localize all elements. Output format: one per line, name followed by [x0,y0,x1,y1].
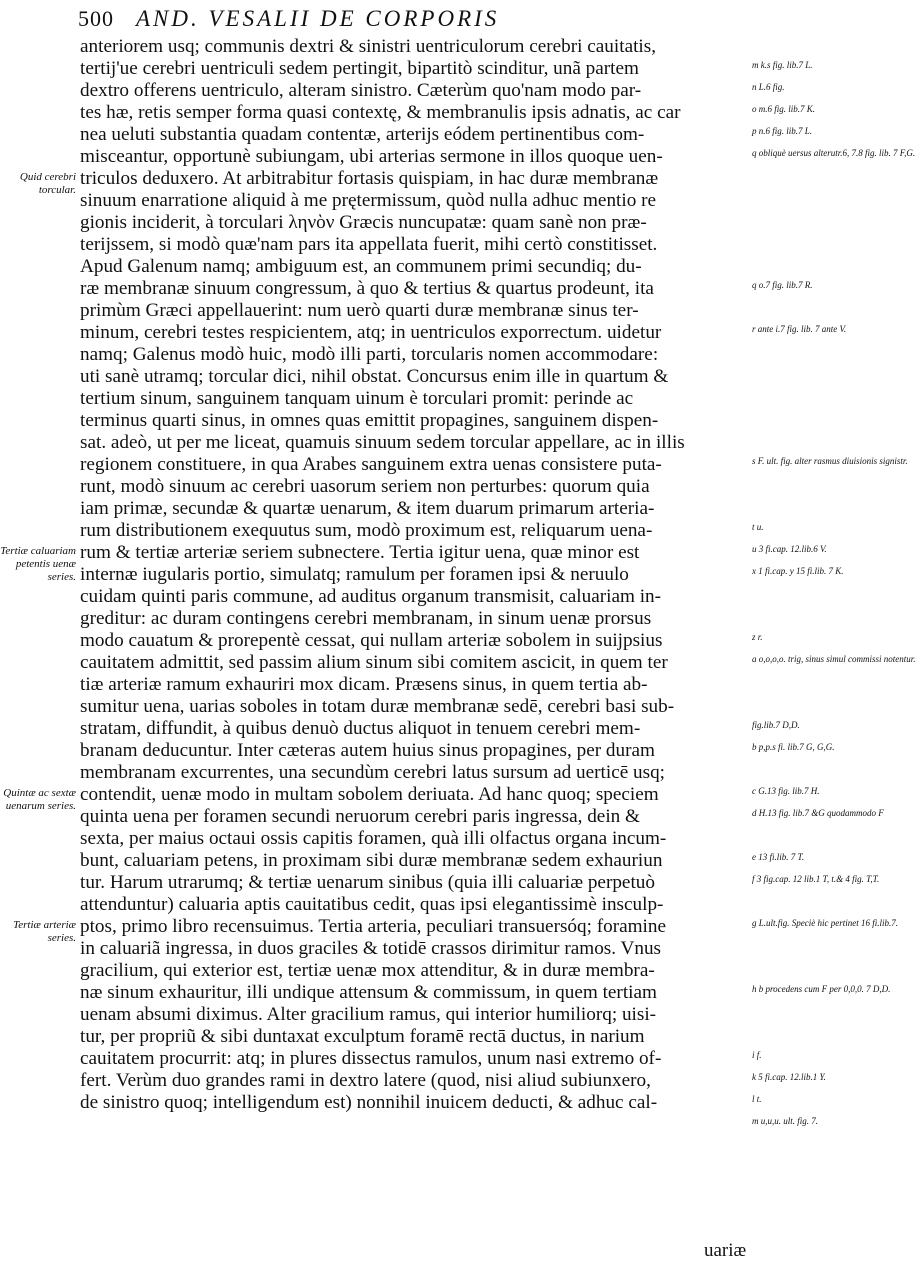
right-margin-note: fig.lib.7 D,D. [752,720,800,730]
body-text [80,36,742,1114]
text-line: cuidam quinti paris commune, ad auditus organum transmisit, caluariam in- [80,586,662,607]
text-line: uti sanè utramq; torcular dici, nihil obstat. Concursus enim ille in quartum & [80,366,669,387]
text-line: gionis inciderit, à torculari ληνὸν Græcis nuncupatæ: quam sanè non præ- [80,212,647,233]
text-line: sat. adeò, ut per me liceat, quamuis sinuum sedem torcular appellare, ac in illis [80,432,685,453]
text-line: stratam, diffundit, à quibus denuò ductus aliquot in tenuem cerebri mem- [80,718,641,739]
right-margin-note: c G.13 fig. lib.7 H. [752,786,820,796]
right-margin-note: b p,p.s fi. lib.7 G, G,G. [752,742,835,752]
text-line: cauitatem procurrit: atq; in plures dissectus ramulos, unum nasi extremo of- [80,1048,662,1069]
page-number: 500 [78,6,114,31]
right-margin-note: e 13 fi.lib. 7 T. [752,852,805,862]
right-margin-notes [752,0,916,1271]
text-line: tur. Harum utrarumq; & tertiæ uenarum sinibus (quia illi caluariæ perpetuò [80,872,655,893]
text-line: in caluariã ingressa, in duos graciles & totidē crassos dirimitur ramos. Vnus [80,938,662,959]
right-margin-note: r ante i.7 fig. lib. 7 ante V. [752,324,847,334]
right-margin-note: m u,u,u. ult. fig. 7. [752,1116,819,1126]
left-margin-notes [0,0,76,1271]
left-margin-note: Tertiæ arteriæ series. [13,919,76,944]
right-margin-note: t u. [752,522,764,532]
running-title: AND. VESALII DE CORPORIS [136,6,500,31]
text-line: membranam excurrentes, una secundùm cerebri latus sursum ad uerticē usq; [80,762,666,783]
right-margin-note: x 1 fi.cap. y 15 fi.lib. 7 K. [752,566,844,576]
right-margin-note: n L.6 fig. [752,82,785,92]
text-line: iam primæ, secundæ & quartæ uenarum, & item duarum primarum arteria- [80,498,655,519]
text-line: modo cauatum & prorepentè cessat, qui nullam arteriæ sobolem in suijpsius [80,630,663,651]
right-margin-note: p n.6 fig. lib.7 L. [752,126,813,136]
text-line: tur, per propriũ & sibi duntaxat exculptum foramē rectā ductus, in narium [80,1026,645,1047]
right-margin-note: o m.6 fig. lib.7 K. [752,104,816,114]
text-line: rum & tertiæ arteriæ seriem subnectere. Tertia igitur uena, quæ minor est [80,542,640,563]
text-line: sexta, per maius octaui ossis capitis foramen, quà illi olfactus organa incum- [80,828,667,849]
text-line: de sinistro quoq; intelligendum est) nonnihil inuicem deducti, & adhuc cal- [80,1092,658,1113]
text-line: terminus quarti sinus, in omnes quas emittit propagines, sanguinem dispen- [80,410,659,431]
text-line: tiæ arteriæ ramum exhauriri mox dicam. Præsens sinus, in quem tertia ab- [80,674,648,695]
text-line: tertium sinum, sanguinem tanquam uinum è torculari promit: perinde ac [80,388,634,409]
right-margin-note: u 3 fi.cap. 12.lib.6 V. [752,544,827,554]
right-margin-note: h b procedens cum F per 0,0,0. 7 D,D. [752,984,891,994]
right-margin-note: g L.ult.fig. Speciè hic pertinet 16 fi.lib.7. [752,918,898,928]
text-line: anteriorem usq; communis dextri & sinistri uentriculorum cerebri cauitatis, [80,36,657,57]
text-line: næ sinum exhauritur, illi undique attensum & commissum, in quem tertiam [80,982,657,1003]
text-line: runt, modò sinuum ac cerebri uasorum seriem non perturbes: quorum quia [80,476,650,497]
right-margin-note: a o,o,o,o. trig, sinus simul commissi notentur. [752,654,916,664]
text-line: tes hæ, retis semper forma quasi contextę, & membranulis ipsis adnatis, ac car [80,102,681,123]
right-margin-note: q obliquè uersus alterutr.6, 7.8 fig. lib. 7 F,G. [752,148,916,158]
text-line: triculos deduxero. At arbitrabitur fortasis quispiam, in hac duræ membranæ [80,168,659,189]
right-margin-note: f 3 fig.cap. 12 lib.1 T, t.& 4 fig. T,T. [752,874,880,884]
text-line: namq; Galenus modò huic, modò illi parti, torcularis nomen accommodare: [80,344,659,365]
text-line: contendit, uenæ modo in multam sobolem deriuata. Ad hanc quoq; speciem [80,784,659,805]
left-margin-note: Quid cerebri torcular. [19,171,76,196]
text-line: misceantur, opportunè subiungam, ubi arterias sermone in illos quoque uen- [80,146,663,167]
text-line: sumitur uena, uarias soboles in totam duræ membranæ sedē, cerebri basi sub- [80,696,675,717]
text-line: gracilium, qui exterior est, tertiæ uenæ mox attenditur, & in duræ membra- [80,960,655,981]
text-line: primùm Græci appellauerint: num uerò quarti duræ membranæ sinus ter- [80,300,639,321]
text-line: tertij'ue cerebri uentriculi sedem pertingit, bipartitò scinditur, unã partem [80,58,639,79]
text-line: fert. Verùm duo grandes rami in dextro latere (quod, nisi aliud subiunxero, [80,1070,651,1091]
text-line: sinuum enarratione aliquid à me prętermissum, quòd nulla adhuc mentio re [80,190,656,211]
text-line: ptos, primo libro recensuimus. Tertia arteria, peculiari transuersóq; foramine [80,916,666,937]
right-margin-note: s F. ult. fig. alter rasmus diuisionis signistr. [752,456,908,466]
text-line: ræ membranæ sinuum congressum, à quo & tertius & quartus prodeunt, ita [80,278,654,299]
right-margin-note: m k.s fig. lib.7 L. [752,60,813,70]
right-margin-note: k 5 fi.cap. 12.lib.1 Y. [752,1072,826,1082]
text-line: terijssem, si modò quæ'nam pars ita appellata fuerit, mihi certò constitisset. [80,234,658,255]
text-line: internæ iugularis portio, simulatq; ramulum per foramen ipsi & neruulo [80,564,629,585]
text-line: minum, cerebri testes respicientem, atq; in uentriculos exporrectum. uidetur [80,322,662,343]
text-line: attenduntur) caluaria aptis cauitatibus cedit, quas ipsi elegantissimè insculp- [80,894,664,915]
text-line: bunt, caluariam petens, in proximam sibi duræ membranæ sedem exhauriun [80,850,663,871]
text-line: greditur: ac duram contingens cerebri membranam, in sinum uenæ prorsus [80,608,652,629]
left-margin-note: Quintæ ac sextæ uenarum series. [3,787,76,812]
right-margin-note: z r. [752,632,763,642]
text-line: uenam absumi diximus. Alter gracilium ramus, qui interior humiliorq; uisi- [80,1004,657,1025]
right-margin-note: q o.7 fig. lib.7 R. [752,280,813,290]
right-margin-note: l t. [752,1094,762,1104]
right-margin-note: i f. [752,1050,762,1060]
text-line: dextro offerens uentriculo, alteram sinistro. Cæterùm quo'nam modo par- [80,80,642,101]
text-line: regionem constituere, in qua Arabes sanguinem extra uenas consistere puta- [80,454,662,475]
right-margin-note: d H.13 fig. lib.7 &G quodammodo F [752,808,884,818]
text-line: Apud Galenum namq; ambiguum est, an communem primi secundiq; du- [80,256,642,277]
text-line: cauitatem admittit, sed passim alium sinum sibi comitem ascicit, in quem ter [80,652,668,673]
text-line: quinta uena per foramen secundi neruorum cerebri paris ingressa, dein & [80,806,640,827]
text-line: branam deducuntur. Inter cæteras autem huius sinus propagines, per duram [80,740,655,761]
text-line: nea ueluti substantia quadam contentæ, arterijs eódem pertinentibus com- [80,124,645,145]
text-line: rum distributionem exequutus sum, modò proximum est, reliquarum uena- [80,520,653,541]
left-margin-note: Tertiæ caluariam petentis uenæ series. [0,545,76,583]
catchword: uariæ [704,1240,747,1261]
